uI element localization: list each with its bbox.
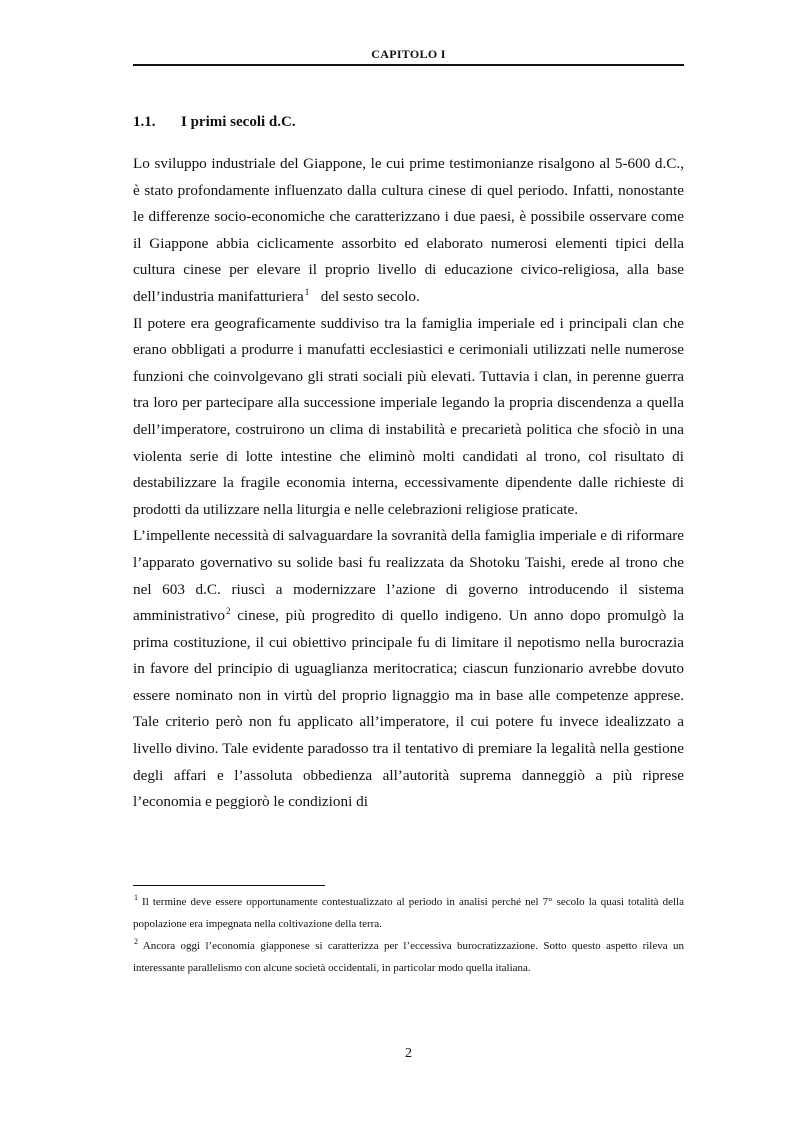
footnote-1 — [133, 891, 684, 935]
footnote-mark-2: 2 — [134, 937, 138, 946]
body-text — [133, 151, 684, 816]
paragraph-3-tail: cinese, più progredito di quello indigeno. Un anno dopo promulgò la prima costituzione, il cui obiettivo principale fu di limitare il nepotismo nella burocrazia in favore del principio di uguaglianza meritocratica; ciascun funzionario avrebbe dovuto essere nominato non in virtù del proprio lignaggio ma in base alle competenze apprese. Tale criterio però non fu applicato all’imperatore, il cui potere fu invece idealizzato a livello divino. Tale evidente paradosso tra il tentativo di premiare la legalità nella gestione degli affari e l’assoluta obbedienza all’autorità suprema danneggiò a più riprese l’economia e peggiorò le condizioni di — [133, 607, 684, 811]
section-heading — [133, 114, 296, 131]
header-divider — [133, 64, 684, 66]
paragraph-2: Il potere era geograficamente suddiviso tra la famiglia imperiale ed i principali clan che erano obbligati a produrre i manufatti ecclesiastici e cerimoniali utilizzati nelle numerose funzioni che coinvolgevano gli strati sociali più elevati. Tuttavia i clan, in perenne guerra tra loro per partecipare alla successione imperiale legando la propria discendenza a quella dell’imperatore, costruirono un clima di instabilità e precarietà politica che sfociò in una violenta serie di lotte intestine che eliminò molti candidati al trono, col risultato di destabilizzare la fragile economia interna, eccessivamente dipendente dalle richieste di prodotti da utilizzare nella liturgia e nelle celebrazioni religiose praticate. — [133, 314, 684, 518]
footnote-mark-1: 1 — [134, 893, 138, 902]
paragraph-1-tail: del sesto secolo. — [309, 287, 420, 305]
paragraph-1-text: Lo sviluppo industriale del Giappone, le cui prime testimonianze risalgono al 5-600 d.C., è stato profondamente influenzato dalla cultura cinese di quel periodo. Infatti, nonostante le differenze socio-economiche che caratterizzano i due paesi, è possibile osservare come il Giappone abbia ciclicamente assorbito ed elaborato numerosi elementi tipici della cultura cinese per elevare il proprio livello di educazione civico-religiosa, alla base dell’industria manifatturiera — [133, 155, 684, 305]
chapter-header: CAPITOLO I — [371, 47, 446, 61]
footnote-divider — [133, 885, 325, 886]
footnotes — [133, 891, 684, 979]
paragraph-1 — [133, 151, 684, 311]
footnote-2 — [133, 935, 684, 979]
footnote-ref-1: 1 — [304, 286, 310, 297]
paragraph-3 — [133, 523, 684, 816]
footnote-ref-2: 2 — [225, 606, 231, 617]
section-number: 1.1. — [133, 114, 156, 130]
paragraph-3-text: L’impellente necessità di salvaguardare la sovranità della famiglia imperiale e di riformare l’apparato governativo su solide basi fu realizzata da Shotoku Taishi, erede al trono che nel 603 d.C. riuscì a modernizzare l’azione di governo introducendo il sistema amministrativo — [133, 527, 684, 625]
section-title: I primi secoli d.C. — [181, 114, 296, 130]
footnote-1-text: Il termine deve essere opportunamente contestualizzato al periodo in analisi perché nel 7° secolo la quasi totalità della popolazione era impegnata nella coltivazione della terra. — [133, 896, 684, 930]
page-number: 2 — [405, 1046, 412, 1061]
footnote-2-text: Ancora oggi l’economia giapponese si caratterizza per l’eccessiva burocratizzazione. Sotto questo aspetto rileva un interessante parallelismo con alcune società occidentali, in particolar modo quella italiana. — [133, 940, 684, 974]
